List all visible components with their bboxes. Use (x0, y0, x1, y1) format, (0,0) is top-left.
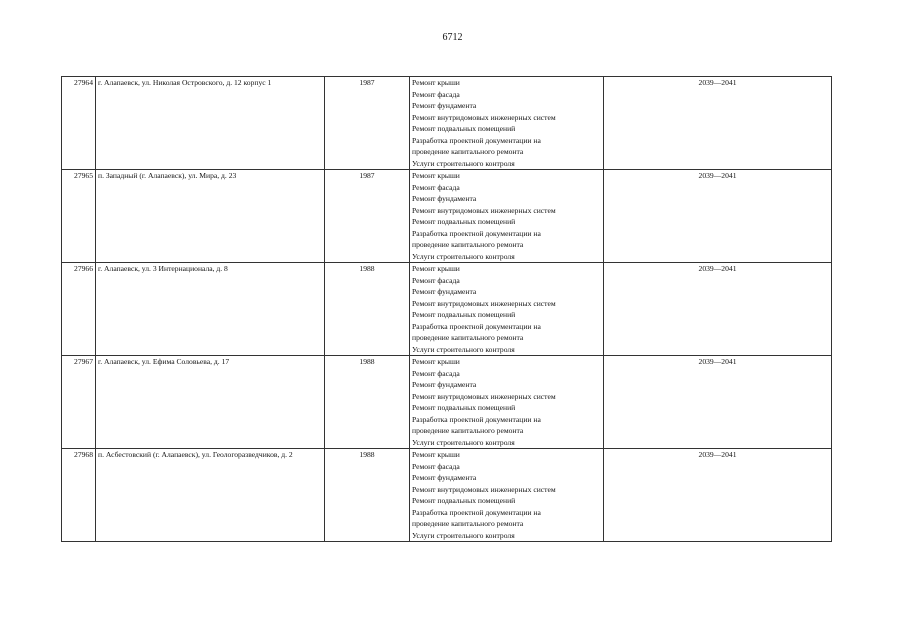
build-year-cell: 1987 (325, 170, 410, 263)
work-item: Ремонт крыши (412, 78, 460, 87)
works-cell (410, 263, 604, 356)
work-item: Ремонт фасада (412, 182, 460, 192)
work-item: Услуги строительного контроля (412, 437, 515, 447)
table-body (62, 77, 832, 542)
work-item: Ремонт фасада (412, 368, 460, 378)
work-item: Разработка проектной документации на (412, 414, 541, 424)
work-item: Ремонт внутридомовых инженерных систем (412, 484, 556, 494)
repair-period-cell: 2039—2041 (604, 263, 832, 356)
work-item: Ремонт подвальных помещений (412, 496, 516, 505)
work-item: проведение капитального ремонта (412, 333, 524, 342)
build-year-cell: 1988 (325, 449, 410, 542)
build-year-cell: 1988 (325, 263, 410, 356)
work-item: Ремонт подвальных помещений (412, 217, 516, 226)
row-number: 27966 (62, 263, 96, 356)
table-row (62, 77, 832, 170)
work-item: Ремонт внутридомовых инженерных систем (412, 391, 556, 401)
work-item: Ремонт внутридомовых инженерных систем (412, 298, 556, 308)
work-item: Ремонт подвальных помещений (412, 124, 516, 133)
work-item: Услуги строительного контроля (412, 344, 515, 354)
row-number: 27967 (62, 356, 96, 449)
work-item: Ремонт фасада (412, 275, 460, 285)
work-item: Ремонт крыши (412, 264, 460, 273)
address-cell: г. Алапаевск, ул. Ефима Соловьева, д. 17 (96, 356, 325, 449)
row-number: 27965 (62, 170, 96, 263)
work-item: Ремонт фундамента (412, 287, 477, 296)
work-item: Ремонт крыши (412, 450, 460, 459)
address-cell: п. Асбестовский (г. Алапаевск), ул. Геологоразведчиков, д. 2 (96, 449, 325, 542)
work-item: Разработка проектной документации на (412, 321, 541, 331)
address-cell: г. Алапаевск, ул. Николая Островского, д. 12 корпус 1 (96, 77, 325, 170)
work-item: Ремонт фасада (412, 461, 460, 471)
work-item: Ремонт фасада (412, 89, 460, 99)
work-item: проведение капитального ремонта (412, 519, 524, 528)
work-item: Ремонт подвальных помещений (412, 403, 516, 412)
page-number: 6712 (442, 32, 463, 43)
works-cell (410, 356, 604, 449)
work-item: Ремонт фундамента (412, 380, 477, 389)
work-item: Разработка проектной документации на (412, 507, 541, 517)
work-item: Ремонт фундамента (412, 473, 477, 482)
work-item: Ремонт внутридомовых инженерных систем (412, 112, 556, 122)
repair-schedule-table (61, 76, 832, 542)
works-cell (410, 449, 604, 542)
work-item: проведение капитального ремонта (412, 240, 524, 249)
repair-period-cell: 2039—2041 (604, 449, 832, 542)
table-row (62, 356, 832, 449)
work-item: проведение капитального ремонта (412, 147, 524, 156)
repair-period-cell: 2039—2041 (604, 356, 832, 449)
work-item: Услуги строительного контроля (412, 158, 515, 168)
work-item: Ремонт фундамента (412, 101, 477, 110)
work-item: Ремонт крыши (412, 171, 460, 180)
row-number: 27964 (62, 77, 96, 170)
work-item: Услуги строительного контроля (412, 530, 515, 540)
table-row (62, 263, 832, 356)
row-number: 27968 (62, 449, 96, 542)
work-item: Ремонт крыши (412, 357, 460, 366)
build-year-cell: 1988 (325, 356, 410, 449)
work-item: Разработка проектной документации на (412, 135, 541, 145)
work-item: Ремонт внутридомовых инженерных систем (412, 205, 556, 215)
repair-period-cell: 2039—2041 (604, 170, 832, 263)
table-row (62, 449, 832, 542)
work-item: Разработка проектной документации на (412, 228, 541, 238)
works-cell (410, 77, 604, 170)
address-cell: п. Западный (г. Алапаевск), ул. Мира, д. 23 (96, 170, 325, 263)
works-cell (410, 170, 604, 263)
repair-period-cell: 2039—2041 (604, 77, 832, 170)
work-item: Ремонт фундамента (412, 194, 477, 203)
work-item: проведение капитального ремонта (412, 426, 524, 435)
address-cell: г. Алапаевск, ул. 3 Интернационала, д. 8 (96, 263, 325, 356)
build-year-cell: 1987 (325, 77, 410, 170)
work-item: Ремонт подвальных помещений (412, 310, 516, 319)
work-item: Услуги строительного контроля (412, 251, 515, 261)
table-row (62, 170, 832, 263)
